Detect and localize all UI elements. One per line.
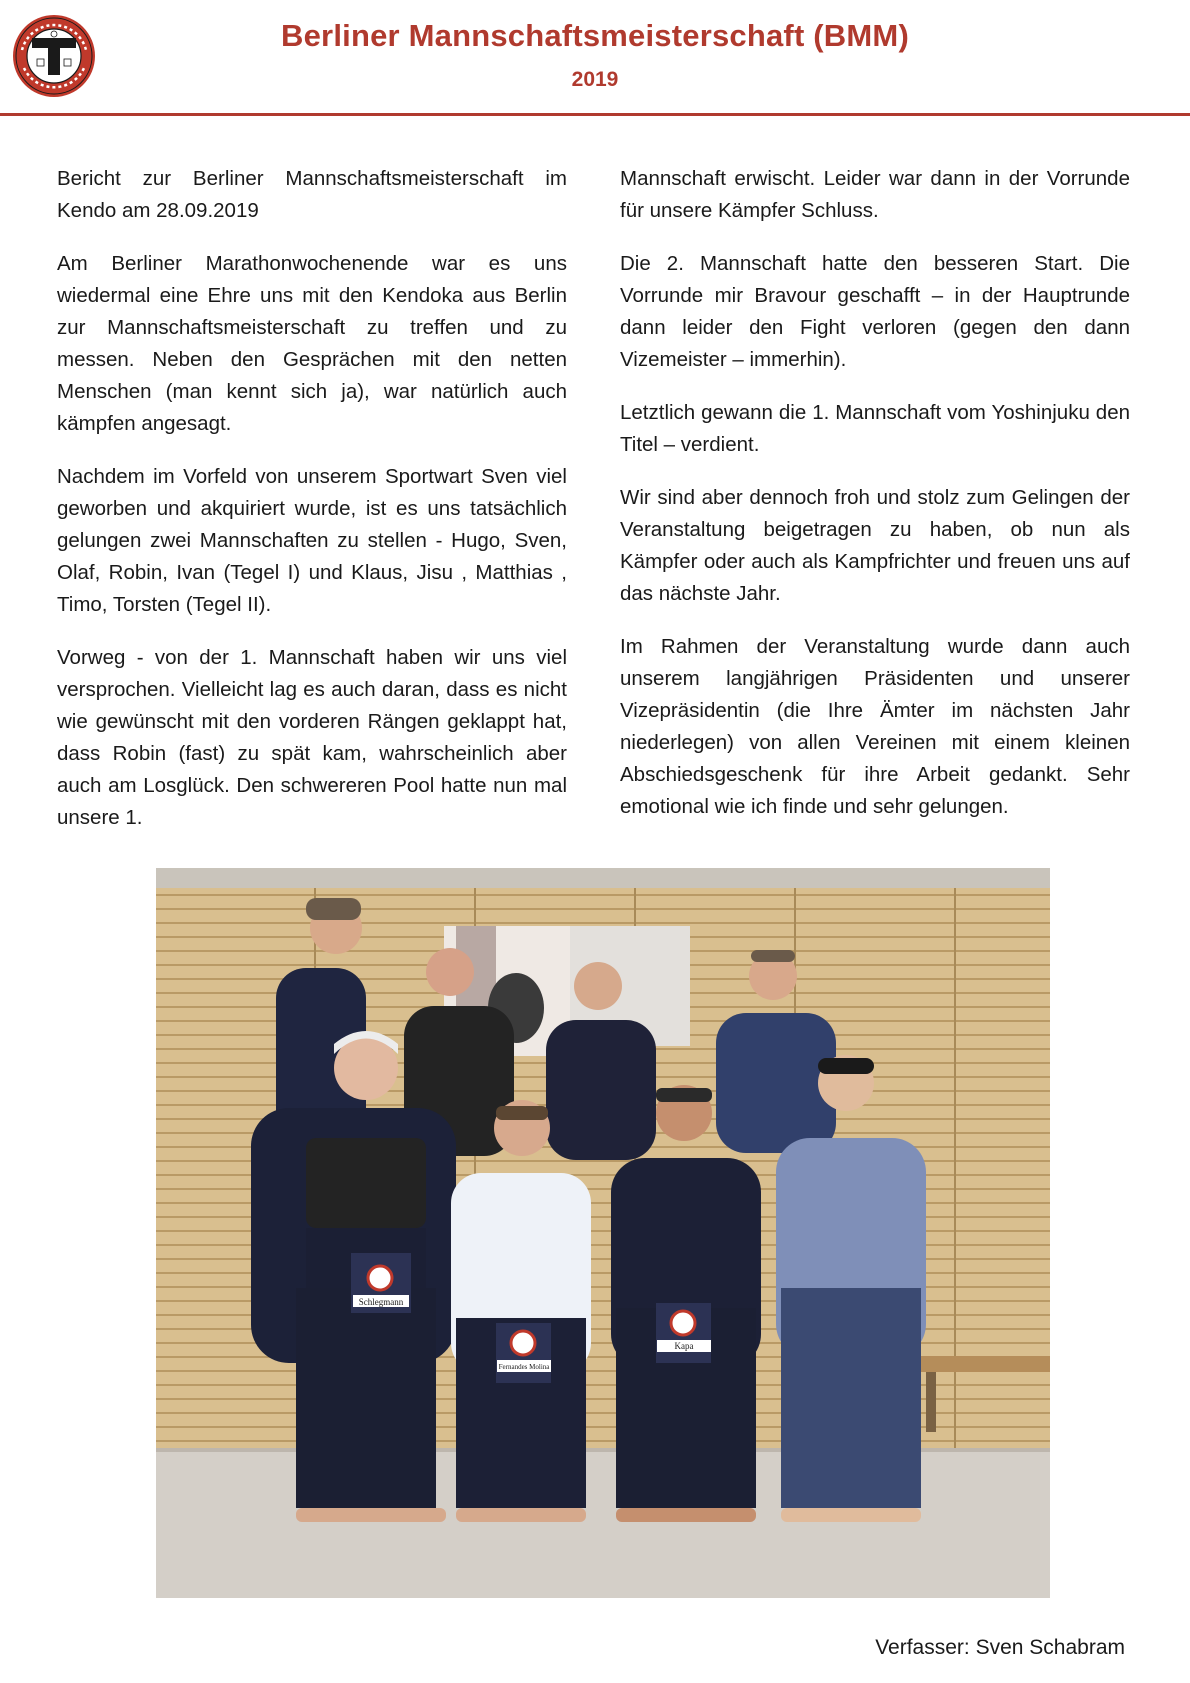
header-divider (0, 113, 1190, 116)
article-paragraph: Am Berliner Marathonwochenende war es uns wiedermal eine Ehre uns mit den Kendoka aus Berlin zur Mannschaftsmeisterschaft zu treffen und zu messen. Neben den Gesprächen mit den netten Menschen (man kennt sich ja), war natürlich auch kämpfen angesagt. (57, 252, 567, 435)
article-paragraph: Nachdem im Vorfeld von unserem Sportwart Sven viel geworben und akquiriert wurde, ist es uns tatsächlich gelungen zwei Mannschaften zu stellen - Hugo, Sven, Olaf, Robin, Ivan (Tegel I) und Klaus, Jisu , Matthias , Timo, Torsten (Tegel II). (57, 465, 567, 616)
kendo-team-photo-illustration (156, 868, 1050, 1598)
article-paragraph: Mannschaft erwischt. Leider war dann in der Vorrunde für unsere Kämpfer Schluss. (620, 167, 1130, 222)
tare-label: Kapa (674, 1341, 694, 1351)
page-year: 2019 (571, 68, 619, 91)
article-paragraph: Bericht zur Berliner Mannschaftsmeisterschaft im Kendo am 28.09.2019 (57, 167, 567, 222)
page-title: Berliner Mannschaftsmeisterschaft (BMM) (281, 18, 909, 53)
team-group-photo (156, 868, 1050, 1598)
article-paragraph: Die 2. Mannschaft hatte den besseren Start. Die Vorrunde mir Bravour geschafft – in der Hauptrunde dann leider den Fight verloren (gegen den dann Vizemeister – immerhin). (620, 252, 1130, 371)
article-paragraph: Wir sind aber dennoch froh und stolz zum Gelingen der Veranstaltung beigetragen zu haben, ob nun als Kämpfer oder auch als Kampfrichter und freuen uns auf das nächste Jahr. (620, 486, 1130, 605)
article-column-left (57, 163, 567, 855)
article-paragraph: Im Rahmen der Veranstaltung wurde dann auch unserem langjährigen Präsidenten und unserer Vizepräsidentin (die Ihre Ämter im nächsten Jahr niederlegen) von allen Vereinen mit einem kleinen Abschiedsgeschenk für ihre Arbeit gedankt. Sehr emotional wie ich finde und sehr gelungen. (620, 635, 1130, 818)
article-paragraph: Vorweg - von der 1. Mannschaft haben wir uns viel versprochen. Vielleicht lag es auch daran, dass es nicht wie gewünscht mit den vorderen Rängen geklappt hat, dass Robin (fast) zu spät kam, wahrscheinlich aber auch am Losglück. Den schwereren Pool hatte nun mal unsere 1. (57, 646, 567, 829)
author-credit: Verfasser: Sven Schabram (875, 1636, 1125, 1659)
tare-label: Fernandes Molina (498, 1363, 550, 1371)
tare-label: Schlegmann (358, 1297, 404, 1307)
article-column-right (620, 163, 1130, 844)
article-paragraph: Letztlich gewann die 1. Mannschaft vom Yoshinjuku den Titel – verdient. (620, 401, 1130, 456)
